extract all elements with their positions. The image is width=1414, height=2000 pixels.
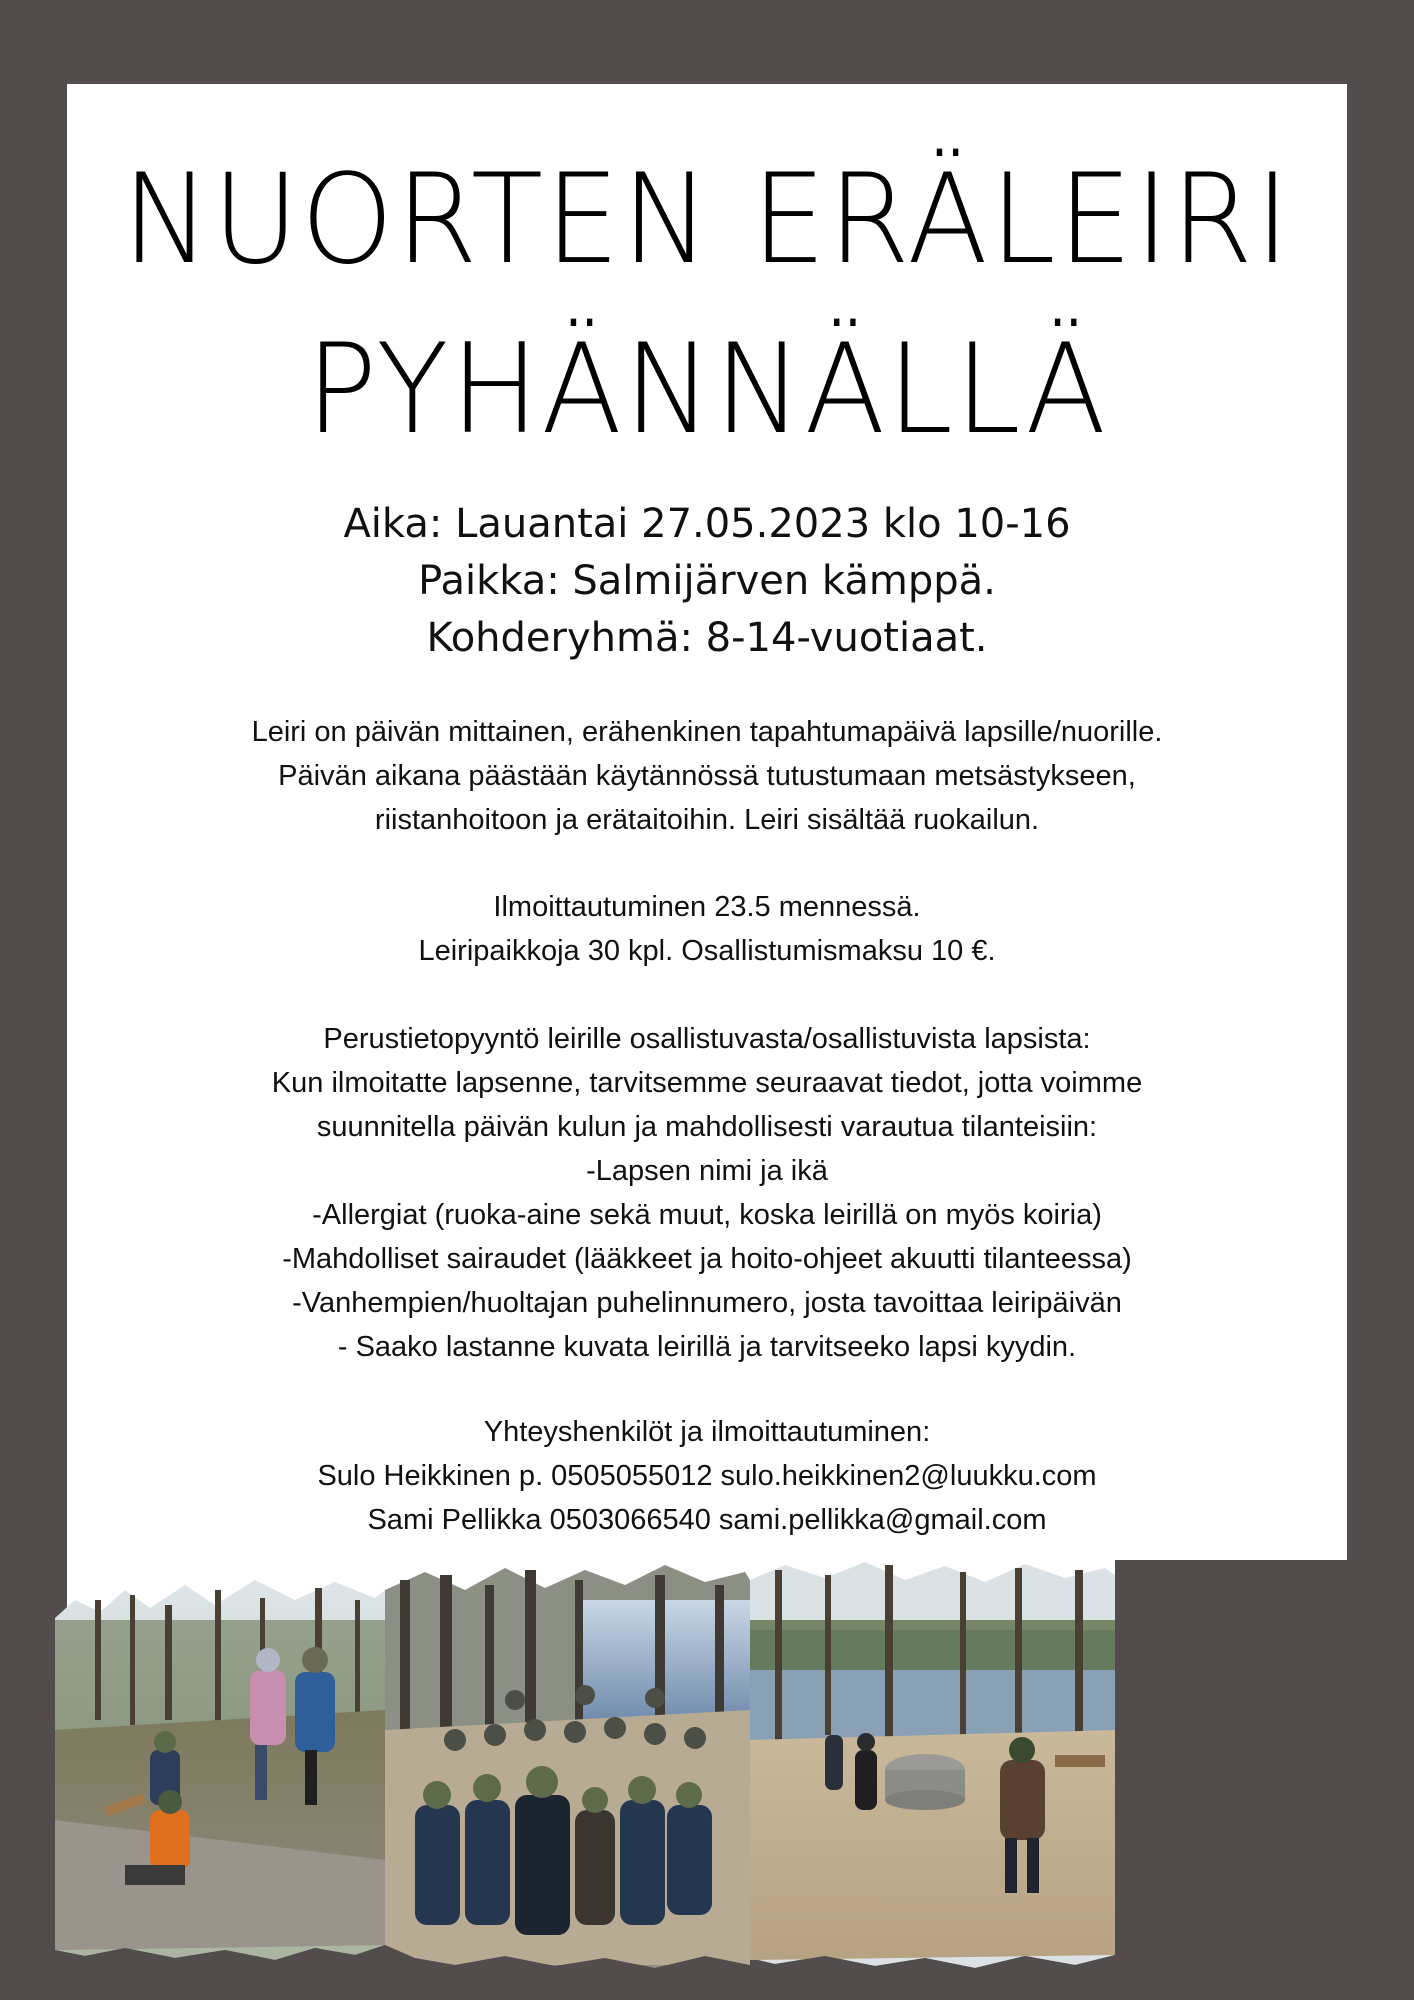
list-item: - Saako lastanne kuvata leirillä ja tarvitseeko lapsi kyydin. bbox=[337, 1331, 1077, 1363]
text-line: Kun ilmoitatte lapsenne, tarvitsemme seuraavat tiedot, jotta voimme bbox=[271, 1067, 1143, 1099]
photo-campfire-site bbox=[750, 1562, 1115, 1968]
event-time: Aika: Lauantai 27.05.2023 klo 10-16 bbox=[343, 501, 1071, 547]
intro-paragraph bbox=[150, 710, 1264, 842]
text-line: Leiripaikkoja 30 kpl. Osallistumismaksu 10 €. bbox=[418, 935, 996, 967]
list-item: -Mahdolliset sairaudet (lääkkeet ja hoito-ohjeet akuutti tilanteessa) bbox=[282, 1243, 1132, 1275]
text-line: suunnitella päivän kulun ja mahdollisesti varautua tilanteisiin: bbox=[316, 1111, 1098, 1143]
text-line: Päivän aikana päästään käytännössä tutustumaan metsästykseen, bbox=[278, 760, 1136, 792]
event-target-group: Kohderyhmä: 8-14-vuotiaat. bbox=[426, 615, 988, 661]
info-request-paragraph bbox=[150, 1017, 1264, 1369]
title-line-2: PYHÄNNÄLLÄ bbox=[305, 316, 1109, 462]
contact-line: Sulo Heikkinen p. 0505055012 sulo.heikkinen2@luukku.com bbox=[317, 1460, 1097, 1492]
text-line: Leiri on päivän mittainen, erähenkinen tapahtumapäivä lapsille/nuorille. bbox=[251, 716, 1163, 748]
contact-line: Sami Pellikka 0503066540 sami.pellikka@gmail.com bbox=[367, 1504, 1047, 1536]
list-item: -Allergiat (ruoka-aine sekä muut, koska leirillä on myös koiria) bbox=[312, 1199, 1102, 1231]
title-line-1: NUORTEN ERÄLEIRI bbox=[122, 146, 1292, 292]
list-item: -Lapsen nimi ja ikä bbox=[586, 1155, 828, 1187]
photo-collage bbox=[55, 1560, 1360, 1970]
registration-paragraph bbox=[150, 885, 1264, 973]
photo-group-by-lake bbox=[385, 1565, 750, 1968]
text-line: Ilmoittautuminen 23.5 mennessä. bbox=[493, 891, 921, 923]
text-line: Yhteyshenkilöt ja ilmoittautuminen: bbox=[483, 1416, 931, 1448]
text-line: Perustietopyyntö leirille osallistuvasta/osallistuvista lapsista: bbox=[323, 1023, 1091, 1055]
list-item: -Vanhempien/huoltajan puhelinnumero, josta tavoittaa leiripäivän bbox=[292, 1287, 1122, 1319]
text-line: riistanhoitoon ja erätaitoihin. Leiri sisältää ruokailun. bbox=[374, 804, 1040, 836]
photo-children-campfire bbox=[55, 1580, 385, 1960]
contacts-paragraph bbox=[150, 1410, 1264, 1542]
event-place: Paikka: Salmijärven kämppä. bbox=[418, 558, 996, 604]
